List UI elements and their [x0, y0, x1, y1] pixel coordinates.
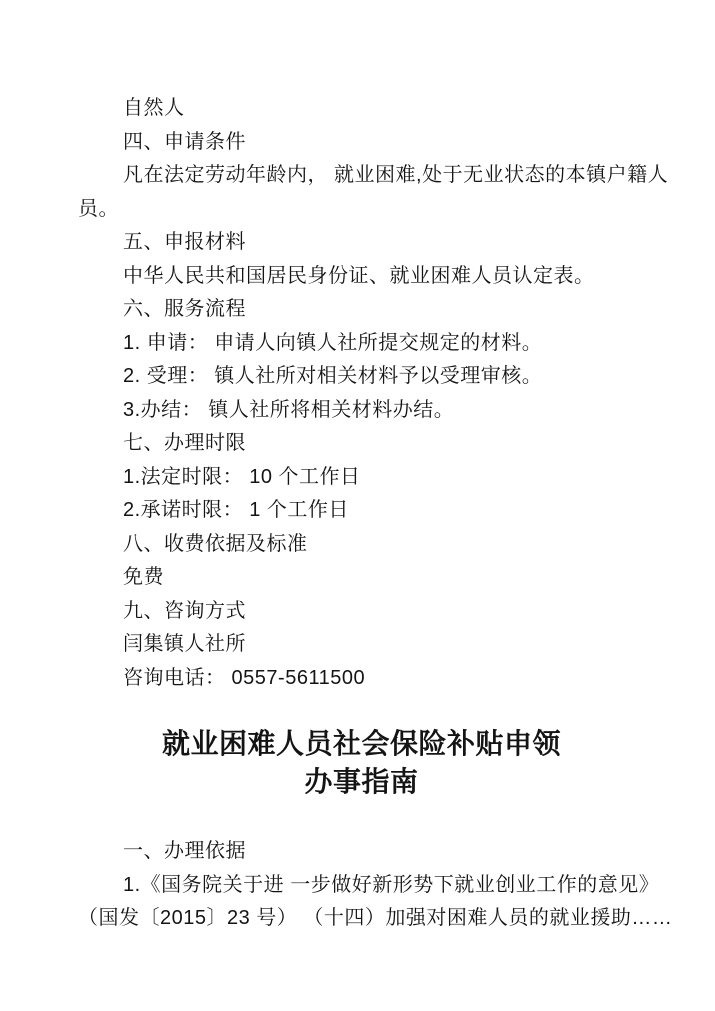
text-line: 闫集镇人社所 — [123, 633, 246, 655]
text-line: 咨询电话： 0557-5611500 — [123, 666, 366, 689]
text-line: 2.承诺时限： 1 个工作日 — [123, 499, 349, 521]
text-line: 1.《国务院关于进 一步做好新形势下就业创业工作的意见》 — [123, 873, 660, 896]
text-line: 自然人 — [123, 97, 185, 119]
document-title-line1: 就业困难人员社会保险补贴申领 — [161, 728, 561, 759]
text-line: 六、服务流程 — [123, 298, 246, 320]
text-line: （国发〔2015〕23 号） （十四）加强对困难人员的就业援助…… — [78, 907, 673, 929]
text-line: 一、办理依据 — [123, 840, 246, 862]
text-line: 1. 申请： 申请人向镇人社所提交规定的材料。 — [123, 331, 543, 354]
text-line: 九、咨询方式 — [123, 599, 246, 622]
text-line: 3.办结： 镇人社所将相关材料办结。 — [123, 398, 455, 421]
text-line: 四、申请条件 — [123, 130, 246, 153]
text-line: 五、申报材料 — [123, 231, 246, 253]
text-line: 免费 — [123, 566, 164, 588]
guide-section-bottom — [78, 835, 673, 936]
text-line: 七、办理时限 — [123, 432, 246, 454]
text-line: 八、收费依据及标准 — [123, 532, 308, 555]
text-line: 凡在法定劳动年龄内， 就业困难,处于无业状态的本镇户籍人 — [123, 164, 669, 186]
document-title — [78, 725, 645, 801]
text-line: 中华人民共和国居民身份证、就业困难人员认定表。 — [123, 264, 595, 287]
document-title-line2: 办事指南 — [304, 766, 419, 797]
text-line: 员。 — [78, 197, 119, 220]
text-line: 2. 受理： 镇人社所对相关材料予以受理审核。 — [123, 365, 543, 387]
text-line: 1.法定时限： 10 个工作日 — [123, 465, 361, 488]
guide-section-top — [78, 92, 669, 695]
